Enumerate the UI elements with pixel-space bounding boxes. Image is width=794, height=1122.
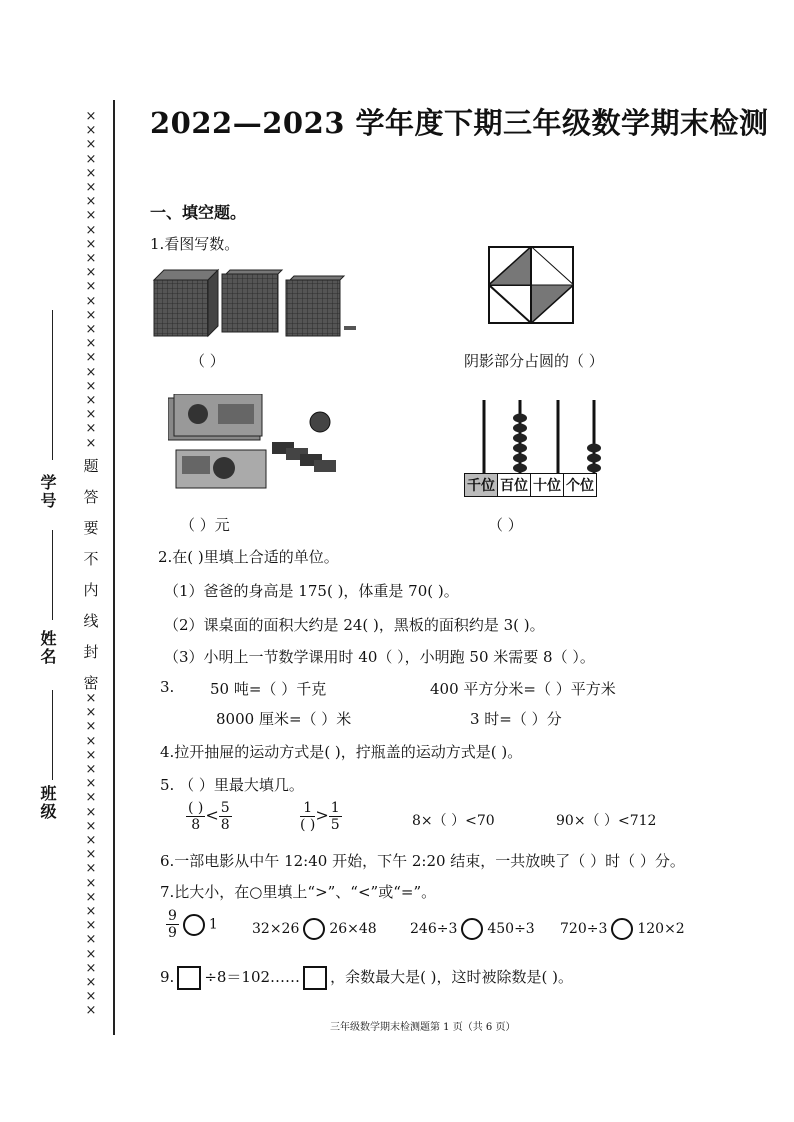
q3-item-d[interactable]: 3 时=（ ）分 [470,710,562,728]
fraction: $\frac{( )}{8}$ [188,800,204,833]
banknotes-figure [168,394,343,492]
q5-fraction-compare-1[interactable]: $\frac{( )}{8}$ < $\frac{5}{8}$ [188,800,230,833]
q2-line-2[interactable]: （2）课桌面的面积大约是 24( )，黑板的面积约是 3( )。 [164,616,545,634]
q4-line[interactable]: 4.拉开抽屉的运动方式是( )，拧瓶盖的运动方式是( )。 [160,743,523,761]
class-label: 班级 [38,785,57,821]
compare-circle[interactable] [461,918,483,940]
q3-item-c[interactable]: 8000 厘米=（ ）米 [216,710,352,728]
seal-x-marks-top: × × × × × × × × × × × × × × × × × × × × × × × × [85,109,97,451]
hundred-flat [286,276,344,336]
seal-char: 要 [83,519,99,537]
q5-expression-1[interactable]: 8×（ ）<70 [412,813,495,829]
q1-blank-a[interactable]: （ ） [190,352,225,370]
q5-expression-2[interactable]: 90×（ ）<712 [556,813,657,829]
q3-item-b[interactable]: 400 平方分米=（ ）平方米 [430,680,616,698]
q7-label: 7.比大小，在○里填上“>”、“<”或“=”。 [160,883,437,901]
q2-line-3[interactable]: （3）小明上一节数学课用时 40（ ），小明跑 50 米需要 8（ ）。 [164,648,595,666]
seal-char: 不 [83,550,99,568]
page-title: 2022—2023 学年度下期三年级数学期末检测 [150,106,769,140]
fraction: $\frac{1}{5}$ [330,800,340,833]
seal-char: 答 [83,488,99,506]
name-label: 姓名 [38,630,57,666]
compare-circle[interactable] [303,918,325,940]
dividend-box[interactable] [177,966,201,990]
q1-blank-c[interactable]: （ ）元 [180,516,230,534]
place-hundreds: 百位 [498,474,531,497]
shaded-square-figure [488,246,574,324]
seal-char: 线 [83,612,99,630]
seal-text [80,455,102,703]
remainder-box[interactable] [303,966,327,990]
fraction: $\frac{9}{9}$ [168,908,177,941]
q1-blank-d[interactable]: （ ） [488,516,523,534]
section-heading: 一、填空题。 [150,203,247,222]
class-line [52,690,53,780]
seal-char: 封 [83,643,99,661]
compare-circle[interactable] [183,914,205,936]
binding-line [113,100,115,1035]
q2-label: 2.在( )里填上合适的单位。 [158,548,339,566]
q3-item-a[interactable]: 50 吨=（ ）千克 [210,680,327,698]
student-id-label: 学号 [38,474,57,510]
abacus-figure [462,398,612,474]
place-ones: 个位 [564,474,597,497]
place-tens: 十位 [531,474,564,497]
q5-fraction-compare-2[interactable]: $\frac{1}{( )}$ > $\frac{1}{5}$ [300,800,340,833]
compare-circle[interactable] [611,918,633,940]
seal-x-marks-bottom: × × × × × × × × × × × × × × × × × × × × × × × [85,691,97,1019]
q6-line[interactable]: 6.一部电影从中午 12:40 开始，下午 2:20 结束，一共放映了（ ）时（ ）分。 [160,852,685,870]
fraction: $\frac{1}{( )}$ [300,800,316,833]
thousand-cube [154,270,218,336]
page-footer: 三年级数学期末检测题第 1 页（共 6 页） [330,1022,516,1033]
q3-label: 3. [160,678,175,696]
place-thousands: 千位 [465,474,498,497]
place-value-table [464,473,597,497]
q9-line[interactable]: 9. ÷8＝102…… ，余数最大是( )，这时被除数是( )。 [160,966,573,990]
hundred-flat [222,270,282,332]
seal-char: 内 [83,581,99,599]
q7-compare-4[interactable]: 720÷3 120×2 [560,918,685,940]
q7-compare-1[interactable]: $\frac{9}{9}$ 1 [168,908,218,941]
student-id-line [52,310,53,460]
fraction: $\frac{5}{8}$ [220,800,230,833]
unit-cubes [344,326,356,330]
q1-label: 1.看图写数。 [150,235,240,253]
q2-line-1[interactable]: （1）爸爸的身高是 175( )，体重是 70( )。 [164,582,459,600]
base-ten-blocks-figure [152,268,360,340]
seal-char: 密 [83,674,99,692]
seal-char: 题 [83,457,99,475]
q5-label: 5. （ ）里最大填几。 [160,776,304,794]
q7-compare-3[interactable]: 246÷3 450÷3 [410,918,535,940]
q1-blank-b[interactable]: 阴影部分占圆的（ ） [464,352,604,370]
q7-compare-2[interactable]: 32×26 26×48 [252,918,377,940]
name-line [52,530,53,620]
